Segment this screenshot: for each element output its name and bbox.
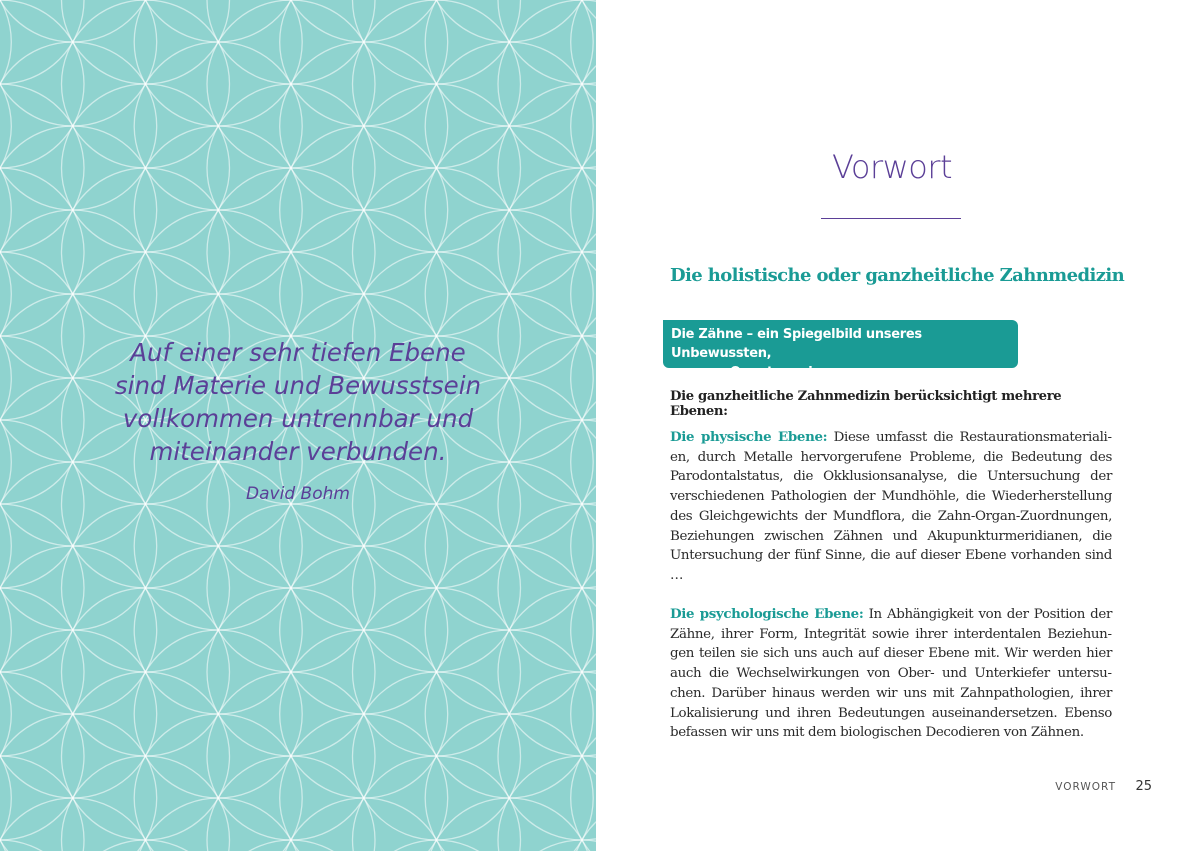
quote-line: sind Materie und Bewusstsein — [114, 371, 482, 400]
paragraph-physical-level — [670, 428, 1112, 586]
paragraph-body: In Abhängigkeit von der Position der Zähne, ihrer Form, Integrität sowie ihrer interdentalen Beziehungen teilen sie sich uns auch auf dieser Ebene mit. Wir werden hier auch die Wechselwirkungen von Ober- und Unterkiefer untersuchen. Darüber hinaus werden wir uns mit Zahnpathologien, ihrer Lokalisierung und ihren Bedeutungen auseinandersetzen. Ebenso befassen wir uns mit dem biologischen Decodieren von Zähnen. — [670, 607, 1112, 741]
lead-sentence: Die ganzheitliche Zahnmedizin berücksichtigt mehrere Ebenen: — [670, 389, 1062, 419]
title-divider — [821, 218, 961, 219]
quote-line: miteinander verbunden. — [149, 437, 447, 466]
page-number: 25 — [1135, 779, 1152, 794]
callout-text — [671, 325, 1016, 382]
quote-line: Auf einer sehr tiefen Ebene — [130, 338, 466, 367]
callout-line: unserer Quantenuniversen. — [671, 365, 865, 380]
callout-box — [663, 320, 1018, 380]
running-footer-section: VORWORT — [1055, 781, 1116, 793]
paragraph-body: Diese umfasst die Restaurationsmaterialien, durch Metalle hervorgerufene Probleme, die Bedeutung des Parodontalstatus, die Okklusionsanalyse, die Untersuchung der verschiedenen Pathologien der Mundhöhle, die Wiederherstellung des Gleichgewichts der Mundflora, die Zahn-Organ-Zuordnungen, Beziehungen zwischen Zähnen und Akupunkturmeridianen, die Untersuchung der fünf Sinne, die auf dieser Ebene vorhanden sind … — [670, 430, 1112, 583]
callout-line: Die Zähne – ein Spiegelbild unseres Unbewussten, — [671, 327, 922, 361]
paragraph-psychological-level — [670, 605, 1112, 743]
chapter-title: Vorwort — [831, 148, 953, 186]
paragraph-label: Die physische Ebene: — [670, 429, 828, 445]
paragraph-label: Die psychologische Ebene: — [670, 606, 864, 622]
quote-text — [60, 336, 536, 468]
quote-author: David Bohm — [246, 484, 350, 504]
quote-line: vollkommen untrennbar und — [122, 404, 474, 433]
section-heading: Die holistische oder ganzheitliche Zahnmedizin — [670, 265, 1125, 286]
